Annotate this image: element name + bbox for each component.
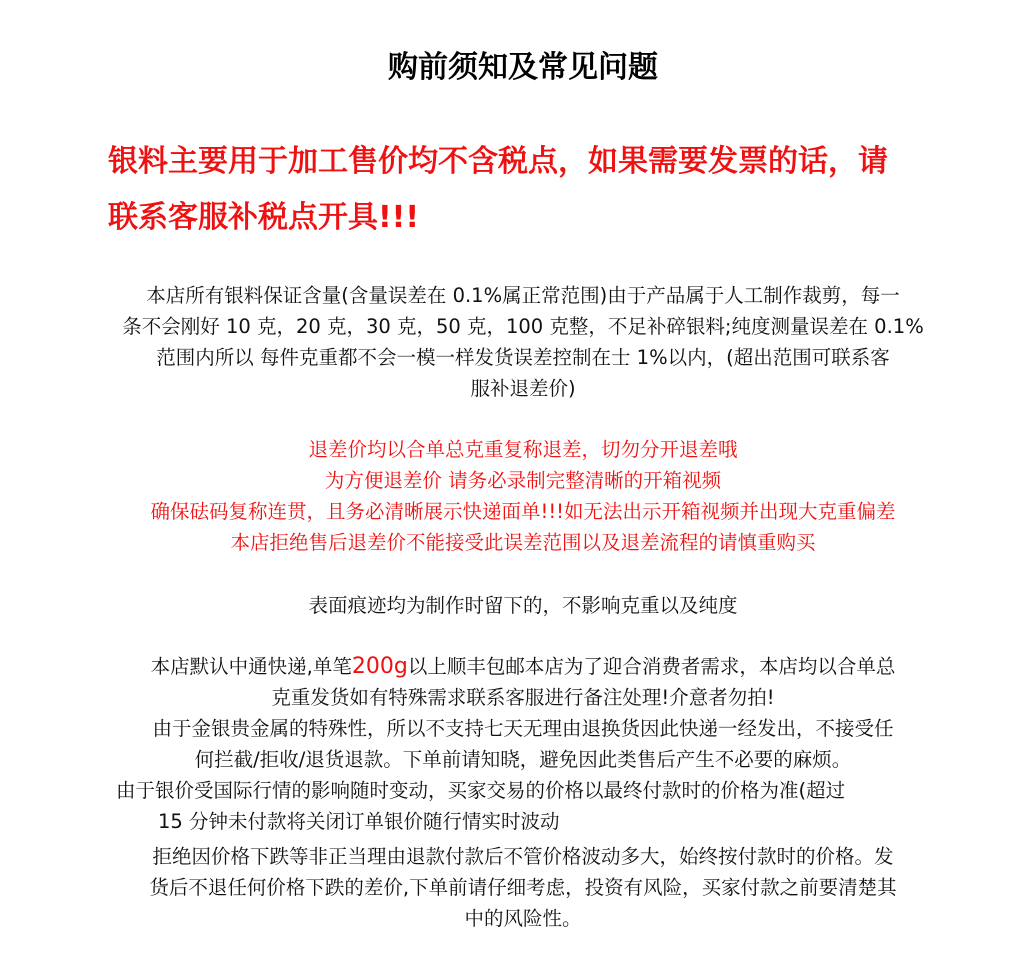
paragraph-line: 本店所有银料保证含量(含量误差在 0.1%属正常范围)由于产品属于人工制作裁剪，每一 [146, 284, 900, 307]
paragraph-line [108, 651, 938, 682]
purity-guarantee-paragraph [108, 280, 938, 404]
paragraph-line: 确保砝码复称连贯，且务必清晰展示快递面单!!!如无法出示开箱视频并出现大克重偏差 [150, 500, 896, 523]
paragraph-line: 货后不退任何价格下跌的差价,下单前请仔细考虑，投资有风险，买家付款之前要清楚其 [149, 876, 897, 899]
paragraph-line: 为方便退差价 请务必录制完整清晰的开箱视频 [324, 469, 722, 492]
shipping-text: 以上顺丰包邮本店为了迎合消费者需求，本店均以合单总 [407, 655, 896, 678]
shipping-threshold-highlight: 200g [351, 654, 408, 679]
paragraph-line: 表面痕迹均为制作时留下的，不影响克重以及纯度 [308, 594, 738, 617]
paragraph-line: 范围内所以 每件克重都不会一模一样发货误差控制在士 1%以内，(超出范围可联系客 [156, 346, 890, 369]
refuse-refund-paragraph [108, 841, 938, 934]
paragraph-line: 何拦截/拒收/退货退款。下单前请知晓，避免因此类售后产生不必要的麻烦。 [194, 748, 852, 771]
paragraph-line: 拒绝因价格下跌等非正当理由退款付款后不管价格波动多大，始终按付款时的价格。发 [152, 845, 894, 868]
paragraph-line: 服补退差价) [470, 377, 576, 400]
invoice-headline [108, 134, 948, 246]
paragraph-line: 由于金银贵金属的特殊性，所以不支持七天无理由退换货因此快递一经发出，不接受任 [152, 717, 894, 740]
page-title: 购前须知及常见问题 [388, 50, 658, 85]
price-policy-paragraph [116, 775, 946, 837]
paragraph-line: 本店拒绝售后退差价不能接受此误差范围以及退差流程的请慎重购买 [230, 531, 816, 554]
paragraph-line: 由于银价受国际行情的影响随时变动，买家交易的价格以最终付款时的价格为准(超过 [116, 779, 846, 802]
paragraph-line: 中的风险性。 [464, 907, 582, 930]
headline-line: 银料主要用于加工售价均不含税点，如果需要发票的话，请 [108, 144, 888, 179]
paragraph-line: 克重发货如有特殊需求联系客服进行备注处理!介意者勿拍! [271, 686, 775, 709]
refund-notice-paragraph [108, 434, 938, 558]
headline-line: 联系客服补税点开具!!! [108, 200, 420, 235]
shipping-paragraph [108, 651, 938, 713]
paragraph-line: 15 分钟未付款将关闭订单银价随行情实时波动 [158, 810, 560, 833]
paragraph-line: 退差价均以合单总克重复称退差，切勿分开退差哦 [308, 438, 738, 461]
surface-marks-note [108, 590, 938, 621]
paragraph-line: 条不会刚好 10 克，20 克，30 克，50 克，100 克整，不足补碎银料;纯度测量误差在 0.1% [122, 315, 924, 338]
no-return-policy-paragraph [108, 713, 938, 775]
shipping-text: 本店默认中通快递,单笔 [150, 655, 352, 678]
